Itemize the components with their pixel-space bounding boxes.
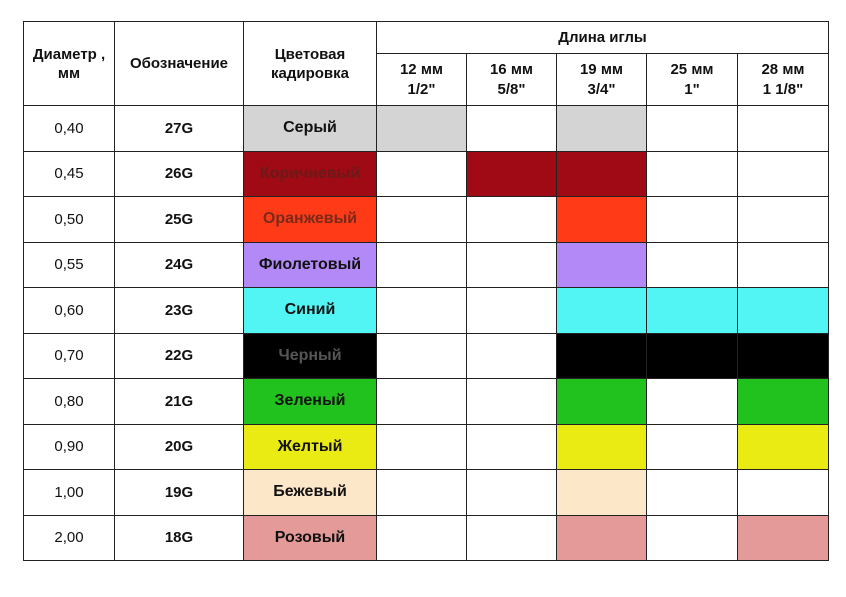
length-cell-3	[647, 379, 738, 425]
table-row	[24, 470, 829, 516]
diameter-cell: 0,50	[24, 197, 115, 243]
table-row	[24, 515, 829, 561]
length-cell-2	[557, 379, 647, 425]
length-cell-4	[738, 333, 829, 379]
length-cell-1	[467, 333, 557, 379]
length-cell-0	[377, 470, 467, 516]
diameter-cell: 2,00	[24, 515, 115, 561]
length-cell-3	[647, 106, 738, 152]
length-cell-0	[377, 151, 467, 197]
length-cell-1	[467, 151, 557, 197]
gauge-cell: 21G	[115, 379, 244, 425]
header-length-4	[738, 54, 829, 106]
length-cell-0	[377, 106, 467, 152]
table-row	[24, 333, 829, 379]
length-cell-2	[557, 470, 647, 516]
length-inch: 1/2"	[407, 80, 436, 98]
diameter-cell: 0,40	[24, 106, 115, 152]
gauge-cell: 25G	[115, 197, 244, 243]
length-mm: 16 мм	[489, 60, 534, 78]
header-color-code: Цветовая кадировка	[244, 22, 377, 106]
header-needle-length: Длина иглы	[377, 22, 829, 54]
gauge-cell: 20G	[115, 424, 244, 470]
length-cell-0	[377, 242, 467, 288]
length-cell-1	[467, 379, 557, 425]
length-cell-1	[467, 242, 557, 288]
length-cell-1	[467, 424, 557, 470]
color-name-cell: Бежевый	[244, 470, 377, 516]
length-cell-3	[647, 288, 738, 334]
gauge-cell: 19G	[115, 470, 244, 516]
length-cell-3	[647, 515, 738, 561]
length-cell-2	[557, 151, 647, 197]
color-name-cell: Синий	[244, 288, 377, 334]
length-cell-2	[557, 515, 647, 561]
header-diameter: Диаметр , мм	[24, 22, 115, 106]
color-name-cell: Черный	[244, 333, 377, 379]
diameter-cell: 0,60	[24, 288, 115, 334]
length-cell-4	[738, 151, 829, 197]
gauge-cell: 26G	[115, 151, 244, 197]
gauge-cell: 24G	[115, 242, 244, 288]
length-cell-0	[377, 288, 467, 334]
color-name-cell: Оранжевый	[244, 197, 377, 243]
length-cell-0	[377, 333, 467, 379]
diameter-cell: 0,70	[24, 333, 115, 379]
length-cell-2	[557, 424, 647, 470]
length-cell-3	[647, 333, 738, 379]
length-cell-4	[738, 106, 829, 152]
table-row	[24, 242, 829, 288]
length-cell-4	[738, 470, 829, 516]
length-mm: 28 мм	[761, 60, 805, 78]
color-name-cell: Серый	[244, 106, 377, 152]
table-row	[24, 379, 829, 425]
gauge-cell: 22G	[115, 333, 244, 379]
header-length-0	[377, 54, 467, 106]
length-cell-4	[738, 515, 829, 561]
gauge-cell: 27G	[115, 106, 244, 152]
length-inch: 5/8"	[497, 80, 526, 98]
diameter-cell: 1,00	[24, 470, 115, 516]
length-cell-2	[557, 106, 647, 152]
diameter-cell: 0,45	[24, 151, 115, 197]
table-row	[24, 197, 829, 243]
table-row	[24, 424, 829, 470]
header-designation: Обозначение	[115, 22, 244, 106]
length-inch: 1 1/8"	[762, 80, 804, 98]
length-inch: 3/4"	[587, 80, 616, 98]
length-cell-1	[467, 288, 557, 334]
color-name-cell: Фиолетовый	[244, 242, 377, 288]
needle-gauge-table	[23, 21, 829, 561]
length-mm: 19 мм	[579, 60, 624, 78]
length-cell-4	[738, 242, 829, 288]
length-cell-3	[647, 242, 738, 288]
table-row	[24, 288, 829, 334]
diameter-cell: 0,90	[24, 424, 115, 470]
length-mm: 12 мм	[399, 60, 444, 78]
length-cell-3	[647, 470, 738, 516]
length-inch: 1"	[684, 80, 700, 98]
length-cell-0	[377, 197, 467, 243]
length-cell-2	[557, 242, 647, 288]
color-name-cell: Розовый	[244, 515, 377, 561]
diameter-cell: 0,80	[24, 379, 115, 425]
table-row	[24, 151, 829, 197]
length-cell-0	[377, 379, 467, 425]
diameter-cell: 0,55	[24, 242, 115, 288]
length-cell-1	[467, 106, 557, 152]
color-name-cell: Желтый	[244, 424, 377, 470]
gauge-cell: 23G	[115, 288, 244, 334]
length-cell-0	[377, 515, 467, 561]
length-cell-4	[738, 288, 829, 334]
gauge-cell: 18G	[115, 515, 244, 561]
color-name-cell: Зеленый	[244, 379, 377, 425]
length-cell-1	[467, 470, 557, 516]
header-length-2	[557, 54, 647, 106]
color-name-cell: Коричневый	[244, 151, 377, 197]
length-mm: 25 мм	[670, 60, 714, 78]
length-cell-2	[557, 333, 647, 379]
length-cell-1	[467, 197, 557, 243]
length-cell-4	[738, 197, 829, 243]
length-cell-3	[647, 151, 738, 197]
length-cell-1	[467, 515, 557, 561]
length-cell-2	[557, 288, 647, 334]
table-row	[24, 106, 829, 152]
header-length-3	[647, 54, 738, 106]
length-cell-3	[647, 424, 738, 470]
length-cell-0	[377, 424, 467, 470]
length-cell-4	[738, 379, 829, 425]
length-cell-2	[557, 197, 647, 243]
length-cell-3	[647, 197, 738, 243]
length-cell-4	[738, 424, 829, 470]
header-length-1	[467, 54, 557, 106]
